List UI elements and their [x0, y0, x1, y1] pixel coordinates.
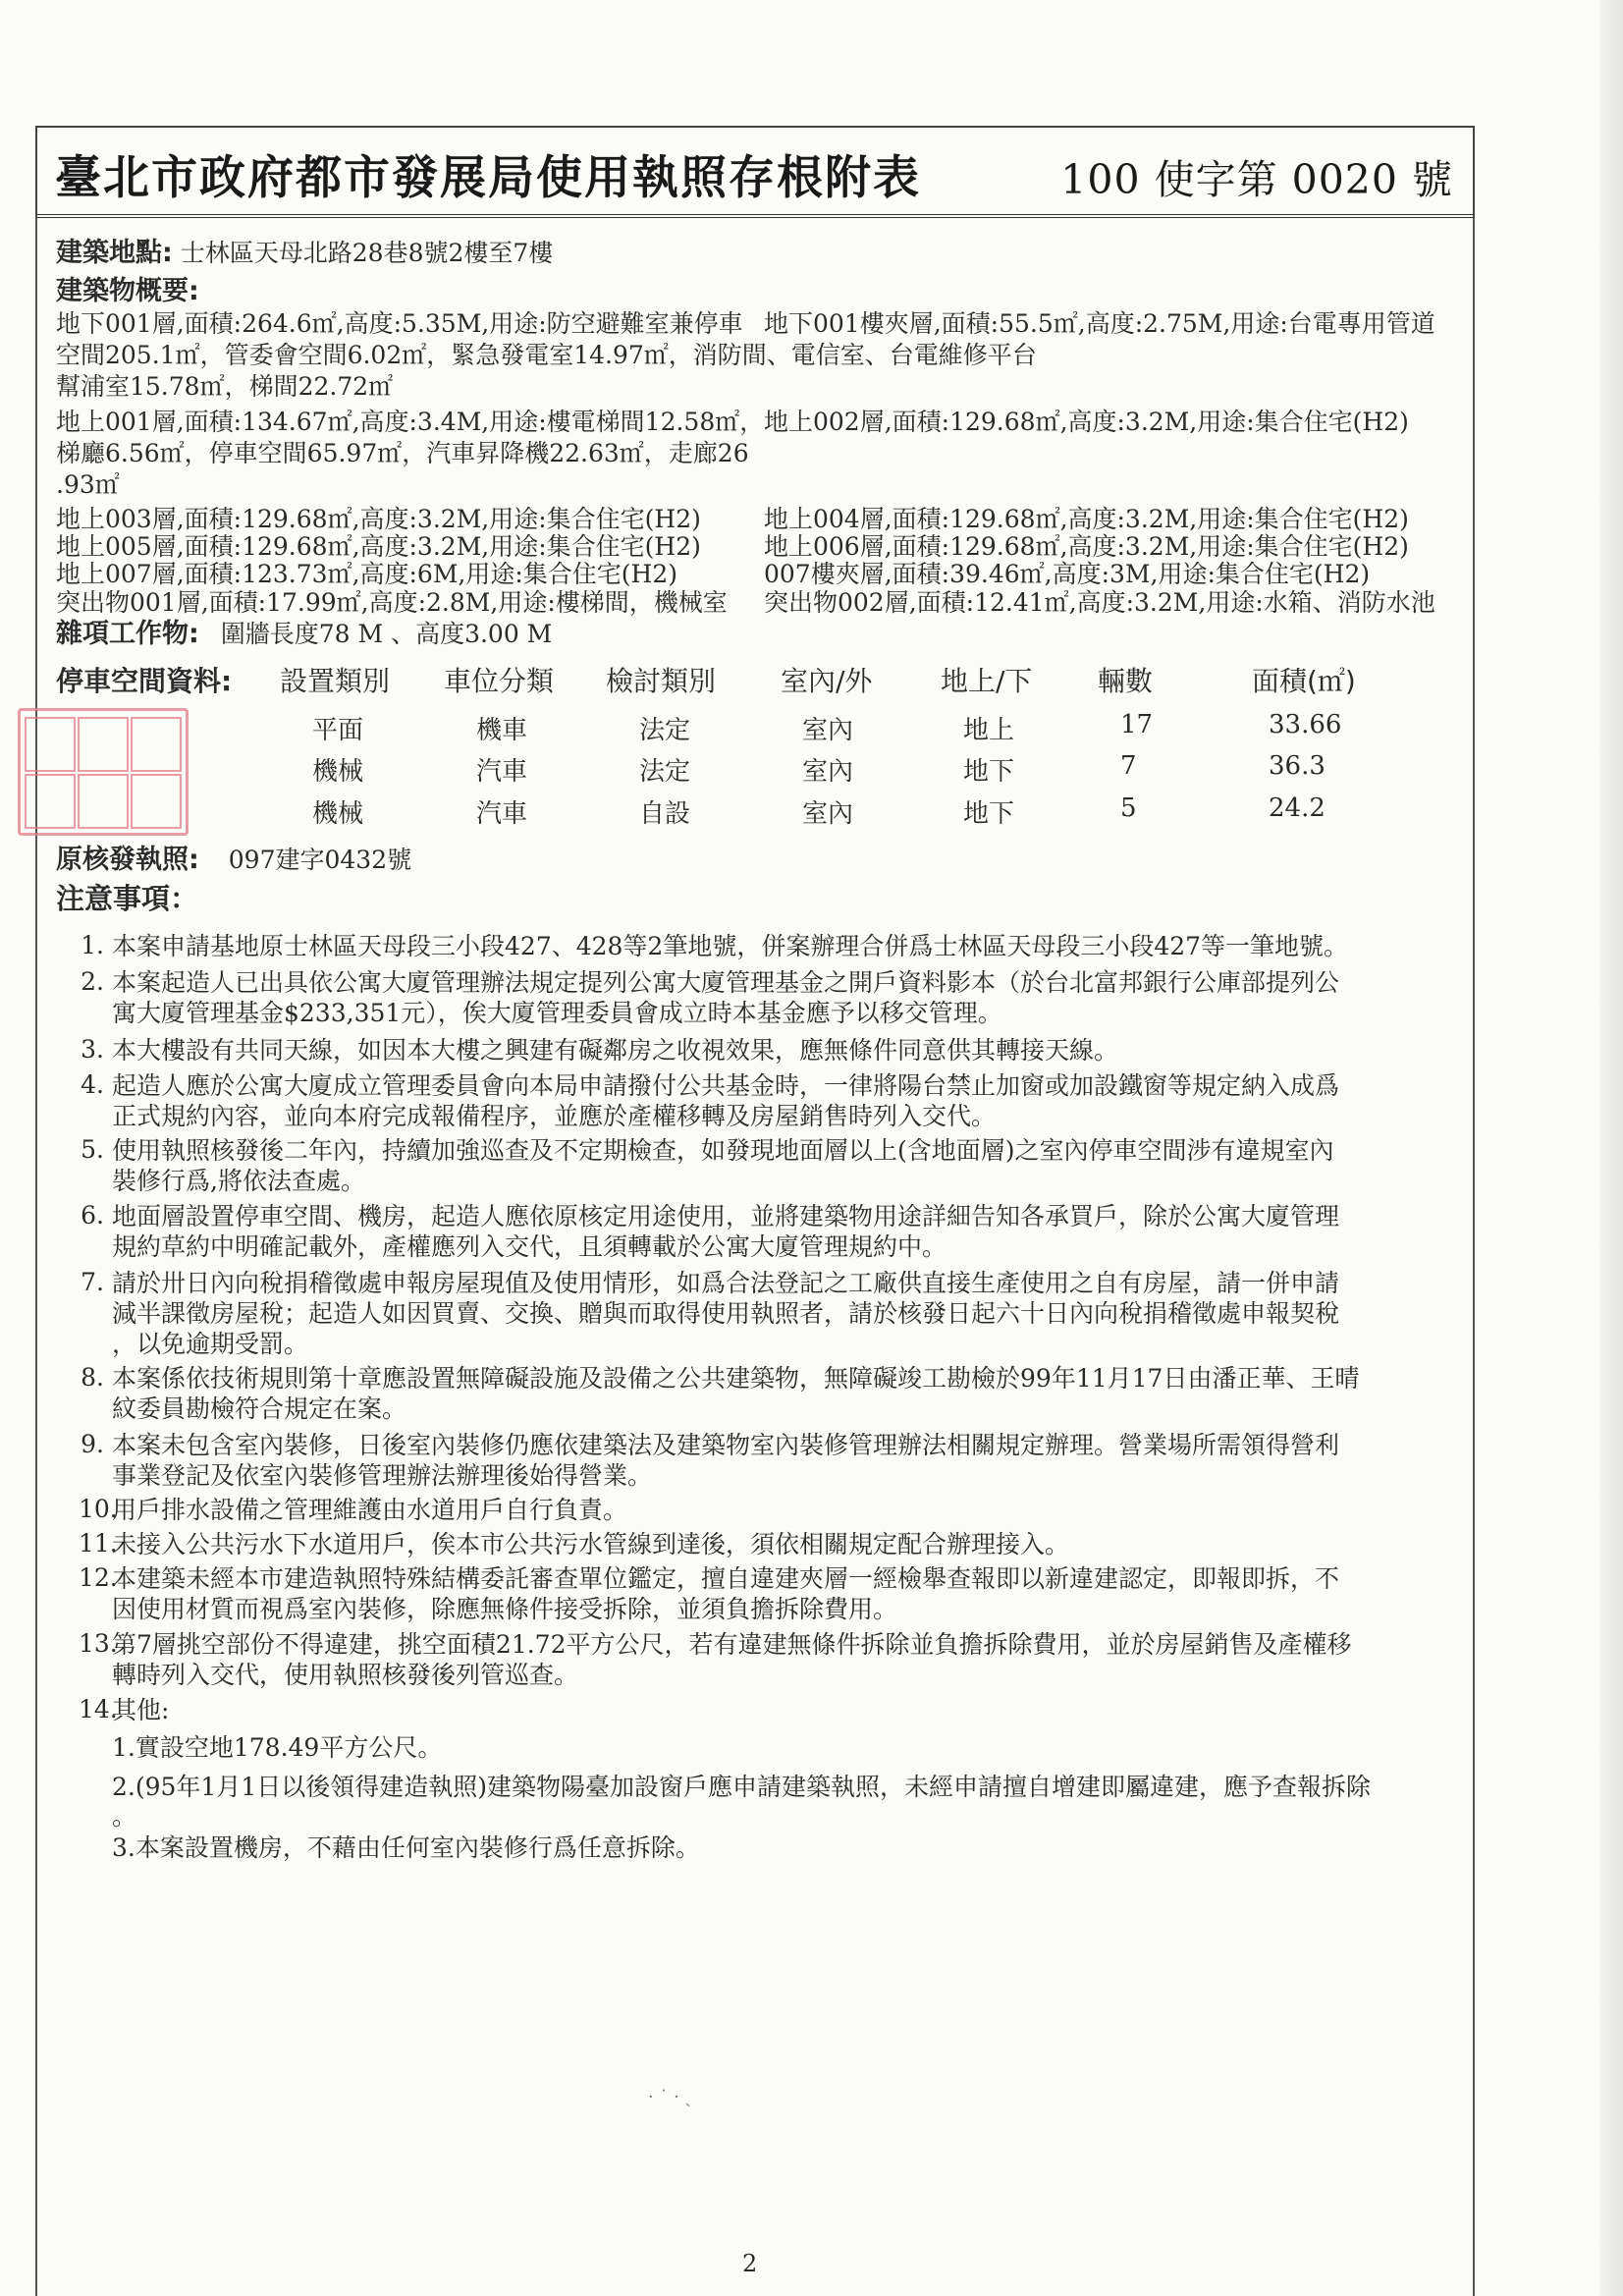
notice-text: 其他:: [112, 1696, 170, 1724]
other-note-text: 2.(95年1月1日以後領得建造執照)建築物陽臺加設窗戶應申請建築執照，未經申請擅自增建即屬違建，應予查報拆除: [112, 1773, 1371, 1801]
table-cell: 機車: [476, 716, 528, 745]
notice-text: 請於卅日內向稅捐稽徵處申報房屋現值及使用情形，如爲合法登記之工廠供直接生產使用之自有房屋，請一併申請: [112, 1269, 1340, 1297]
notice-number: 13.: [79, 1629, 118, 1658]
title-bar: [35, 126, 1475, 218]
notice-text: 未接入公共污水下水道用戶，俟本市公共污水管線到達後，須依相關規定配合辦理接入。: [112, 1530, 1070, 1558]
notice-text: 本案未包含室內裝修，日後室內裝修仍應依建築法及建築物室內裝修管理辦法相關規定辦理。營業場所需領得營利: [112, 1431, 1340, 1459]
misc-label: 雜項工作物:: [56, 619, 199, 649]
notice-number: 3.: [81, 1035, 104, 1064]
notice-text: 因使用材質而視爲室內裝修，除應無條件接受拆除，並須負擔拆除費用。: [112, 1595, 898, 1623]
overview-line: 地上004層,面積:129.68㎡,高度:3.2M,用途:集合住宅(H2): [764, 505, 1409, 533]
notice-number: 8.: [81, 1363, 104, 1392]
table-cell: 5: [1120, 793, 1137, 823]
notice-number: 14.: [79, 1695, 118, 1723]
official-seal-stamp: [18, 708, 189, 836]
notice-text: 寓大廈管理基金$233,351元），俟大廈管理委員會成立時本基金應予以移交管理。: [112, 999, 1002, 1027]
table-cell: 17: [1120, 710, 1154, 739]
table-cell: 地上: [963, 716, 1015, 745]
notice-number: 7.: [81, 1268, 104, 1296]
notice-text: 地面層設置停車空間、機房，起造人應依原核定用途使用，並將建築物用途詳細告知各承買戶，除於公寓大廈管理: [112, 1202, 1340, 1230]
other-note-text: 1.實設空地178.49平方公尺。: [112, 1733, 443, 1762]
overview-line: 空間205.1㎡，管委會空間6.02㎡，緊急發電室14.97㎡，消防間、電信室、台電維修平台: [56, 341, 1037, 369]
table-cell: 機械: [312, 799, 364, 829]
other-note-text: 3.本案設置機房，不藉由任何室內裝修行爲任意拆除。: [112, 1833, 700, 1862]
notice-text: ，以免逾期受罰。: [112, 1330, 309, 1358]
overview-line: 梯廳6.56㎡，停車空間65.97㎡，汽車昇降機22.63㎡，走廊26: [56, 439, 749, 467]
overview-label: 建築物概要:: [56, 276, 199, 306]
notice-text: 正式規約內容，並向本府完成報備程序，並應於產權移轉及房屋銷售時列入交代。: [112, 1102, 997, 1130]
notice-number: 1.: [81, 931, 104, 959]
notice-text: 本案係依技術規則第十章應設置無障礙設施及設備之公共建築物，無障礙竣工勘檢於99年11月17日由潘正華、王晴: [112, 1364, 1360, 1393]
other-note-text: 。: [112, 1802, 137, 1831]
notice-number: 5.: [81, 1135, 104, 1164]
overview-line: 007樓夾層,面積:39.46㎡,高度:3M,用途:集合住宅(H2): [764, 560, 1371, 588]
overview-line: 地上002層,面積:129.68㎡,高度:3.2M,用途:集合住宅(H2): [764, 408, 1409, 436]
notice-number: 6.: [81, 1201, 104, 1230]
notice-text: 本案起造人已出具依公寓大廈管理辦法規定提列公寓大廈管理基金之開戶資料影本（於台北富邦銀行公庫部提列公: [112, 968, 1340, 997]
notice-text: 起造人應於公寓大廈成立管理委員會向本局申請撥付公共基金時，一律將陽台禁止加窗或加設鐵窗等規定納入成爲: [112, 1071, 1340, 1100]
notice-text: 本案申請基地原士林區天母段三小段427、428等2筆地號，併案辦理合併爲士林區天母段三小段427等一筆地號。: [112, 932, 1349, 960]
document-title: 臺北市政府都市發展局使用執照存根附表: [55, 151, 921, 205]
parking-label: 停車空間資料:: [56, 665, 233, 697]
parking-header: 室內/外: [781, 665, 873, 697]
notice-number: 10.: [79, 1495, 118, 1523]
notice-text: 紋委員勘檢符合規定在案。: [112, 1394, 407, 1423]
scan-specks: · ˙ · ˎ: [648, 2087, 691, 2107]
table-cell: 36.3: [1269, 751, 1325, 781]
scan-edge: [1599, 0, 1623, 2296]
site-label: 建築地點:: [56, 238, 173, 268]
original-permit-row: [56, 847, 411, 874]
overview-line: 突出物001層,面積:17.99㎡,高度:2.8M,用途:樓梯間，機械室: [56, 588, 728, 617]
table-cell: 室內: [802, 799, 854, 829]
parking-header: 地上/下: [941, 665, 1033, 697]
site-value: 士林區天母北路28巷8號2樓至7樓: [180, 239, 554, 267]
parking-header: 車位分類: [444, 665, 555, 697]
parking-header: 面積(㎡): [1252, 665, 1356, 697]
overview-line: 地上006層,面積:129.68㎡,高度:3.2M,用途:集合住宅(H2): [764, 532, 1409, 561]
notice-text: 本大樓設有共同天線，如因本大樓之興建有礙鄰房之收視效果，應無條件同意供其轉接天線。: [112, 1036, 1119, 1065]
notice-text: 使用執照核發後二年內，持續加強巡查及不定期檢查，如發現地面層以上(含地面層)之室內停車空間涉有違規室內: [112, 1136, 1334, 1165]
table-cell: 室內: [802, 757, 854, 787]
table-cell: 24.2: [1269, 793, 1325, 823]
overview-line: 地下001層,面積:264.6㎡,高度:5.35M,用途:防空避難室兼停車: [56, 309, 743, 338]
overview-line: 地下001樓夾層,面積:55.5㎡,高度:2.75M,用途:台電專用管道: [764, 309, 1435, 338]
permit-number: 100 使字第 0020 號: [1060, 156, 1453, 203]
overview-line: 地上001層,面積:134.67㎡,高度:3.4M,用途:樓電梯間12.58㎡，: [56, 408, 765, 436]
site-row: [56, 240, 553, 267]
table-cell: 汽車: [476, 799, 528, 829]
original-permit-label: 原核發執照:: [56, 845, 199, 875]
overview-line: 突出物002層,面積:12.41㎡,高度:3.2M,用途:水箱、消防水池: [764, 588, 1435, 617]
parking-header: 輛數: [1098, 665, 1154, 697]
overview-line: 幫浦室15.78㎡，梯間22.72㎡: [56, 372, 394, 401]
table-cell: 機械: [312, 757, 364, 787]
table-cell: 自設: [639, 799, 691, 829]
table-cell: 法定: [639, 757, 691, 787]
table-cell: 7: [1120, 751, 1137, 781]
table-cell: 平面: [312, 716, 364, 745]
table-cell: 33.66: [1269, 710, 1342, 739]
table-cell: 法定: [639, 716, 691, 745]
notice-text: 用戶排水設備之管理維護由水道用戶自行負責。: [112, 1496, 628, 1524]
misc-row: [56, 621, 552, 648]
notice-text: 轉時列入交代，使用執照核發後列管巡查。: [112, 1661, 579, 1689]
page-number: 2: [742, 2250, 758, 2277]
table-cell: 室內: [802, 716, 854, 745]
overview-line: 地上007層,面積:123.73㎡,高度:6M,用途:集合住宅(H2): [56, 560, 678, 588]
notice-number: 2.: [81, 967, 104, 996]
notice-text: 規約草約中明確記載外，產權應列入交代，且須轉載於公寓大廈管理規約中。: [112, 1232, 947, 1261]
notice-text: 本建築未經本市建造執照特殊結構委託審查單位鑑定，擅自違建夾層一經檢舉查報即以新違建認定，即報即拆，不: [112, 1564, 1340, 1593]
notice-number: 9.: [81, 1430, 104, 1458]
overview-line: 地上003層,面積:129.68㎡,高度:3.2M,用途:集合住宅(H2): [56, 505, 701, 533]
notice-text: 減半課徵房屋稅；起造人如因買賣、交換、贈與而取得使用執照者，請於核發日起六十日內向稅捐稽徵處申報契稅: [112, 1299, 1340, 1328]
notice-text: 裝修行爲,將依法查處。: [112, 1167, 365, 1195]
misc-value: 圍牆長度78 M 、高度3.00 M: [220, 620, 553, 648]
notice-text: 第7層挑空部份不得違建，挑空面積21.72平方公尺，若有違建無條件拆除並負擔拆除費用，並於房屋銷售及產權移: [112, 1630, 1352, 1659]
table-cell: 地下: [963, 799, 1015, 829]
notes-label: 注意事項：: [56, 882, 199, 915]
notice-number: 12.: [79, 1563, 118, 1592]
table-cell: 地下: [963, 757, 1015, 787]
notice-number: 11.: [79, 1529, 118, 1558]
original-permit-value: 097建字0432號: [228, 846, 412, 874]
overview-line: .93㎡: [56, 470, 120, 499]
parking-header: 設置類別: [280, 665, 391, 697]
parking-header: 檢討類別: [606, 665, 717, 697]
notice-number: 4.: [81, 1070, 104, 1099]
table-cell: 汽車: [476, 757, 528, 787]
notice-text: 事業登記及依室內裝修管理辦法辦理後始得營業。: [112, 1461, 653, 1490]
overview-line: 地上005層,面積:129.68㎡,高度:3.2M,用途:集合住宅(H2): [56, 532, 701, 561]
